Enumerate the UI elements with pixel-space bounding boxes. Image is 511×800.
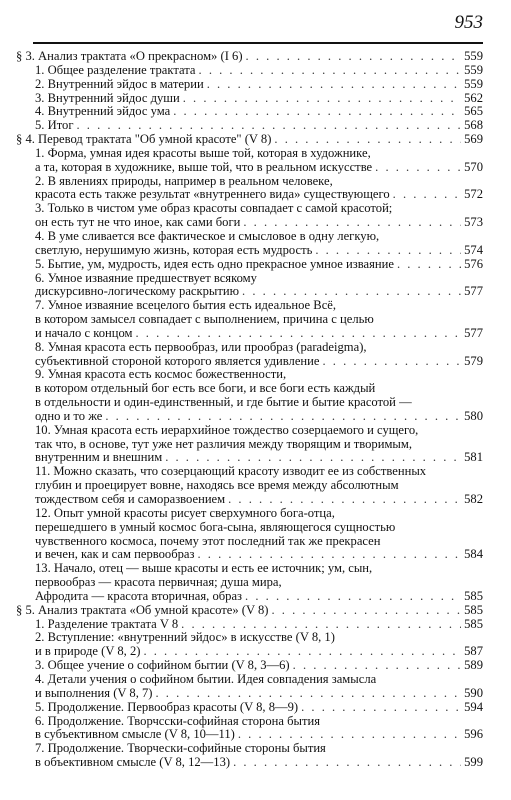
toc-leader-dots [77, 119, 462, 133]
toc-entry [16, 368, 483, 423]
toc-entry-title: 12. Опыт умной красоты рисует сверхумного бога-отца, [35, 505, 335, 520]
toc-entry [16, 701, 483, 715]
toc-section [16, 133, 483, 147]
toc-entry-title: 11. Можно сказать, что созерцающий красоту изводит ее из собственных [35, 464, 427, 479]
toc-entry-title: 5. Бытие, ум, мудрость, идея есть одно прекрасное умное изваяние [35, 256, 394, 271]
toc-leader-dots [233, 756, 461, 770]
toc-line [16, 299, 483, 313]
toc-entry-title: субъективной стороной которого является удивление [35, 353, 320, 368]
toc-leader-dots [243, 216, 461, 230]
toc-page-number: 577 [464, 284, 483, 299]
toc-page-number: 594 [464, 699, 483, 714]
toc-line [16, 355, 483, 369]
toc-entry [16, 742, 483, 770]
toc-entry-title: 2. Вступление: «внутренний эйдос» в искусстве (V 8, 1) [35, 630, 335, 645]
toc-entry [16, 105, 483, 119]
toc-line [16, 368, 483, 382]
toc-line [16, 535, 483, 549]
toc-entry-title: 7. Продолжение. Творчески-софийные стороны бытия [35, 741, 326, 756]
toc-entry-title: одно и то же [35, 408, 103, 423]
toc-entry-title: § 3. Анализ трактата «О прекрасном» (I 6) [16, 49, 243, 63]
toc-line [16, 133, 483, 147]
toc-line [16, 659, 483, 673]
toc-entry-title: § 4. Перевод трактата "Об умной красоте" (V 8) [16, 132, 272, 147]
toc-page-number: 573 [464, 215, 483, 230]
toc-line [16, 272, 483, 286]
toc-leader-dots [393, 188, 461, 202]
toc-entry-title: 2. Внутренний эйдос в материи [35, 76, 204, 91]
toc-entry-title: Афродита — красота вторичная, образ [35, 588, 243, 603]
toc-line [16, 493, 483, 507]
toc-leader-dots [165, 451, 461, 465]
toc-line [16, 382, 483, 396]
toc-entry-title: 3. Общее учение о софийном бытии (V 8, 3—6) [35, 658, 290, 673]
toc-line [16, 202, 483, 216]
toc-entry-title: чувственного космоса, почему этот последний так же прекрасен [35, 533, 381, 548]
toc-entry-title: дискурсивно-логическому раскрытию [35, 284, 240, 299]
toc-line [16, 285, 483, 299]
toc-leader-dots [228, 493, 461, 507]
toc-line [16, 410, 483, 424]
toc-leader-dots [197, 548, 461, 562]
toc-entry [16, 64, 483, 78]
toc-entry [16, 341, 483, 369]
toc-entry-title: 6. Умное изваяние предшествует всякому [35, 270, 257, 285]
toc-line [16, 451, 483, 465]
toc-line [16, 175, 483, 189]
toc-leader-dots [143, 645, 461, 659]
toc-line [16, 50, 483, 64]
toc-line [16, 230, 483, 244]
toc-entry [16, 272, 483, 300]
toc-entry-title: внутренним и внешним [35, 450, 163, 465]
toc-leader-dots [375, 161, 461, 175]
toc-entry [16, 618, 483, 632]
toc-entry-title: 9. Умная красота есть космос божественности, [35, 367, 287, 382]
toc-entry-title: 1. Общее разделение трактата [35, 62, 196, 77]
toc-entry-title: 7. Умное изваяние всецелого бытия есть идеальное Всё, [35, 298, 337, 313]
toc-line [16, 424, 483, 438]
toc-line [16, 244, 483, 258]
toc-leader-dots [293, 659, 461, 673]
toc-leader-dots [181, 618, 461, 632]
toc-page-number: 559 [464, 49, 483, 63]
toc-leader-dots [156, 687, 462, 701]
toc-page-number: 577 [464, 325, 483, 340]
toc-page-number: 589 [464, 658, 483, 673]
toc-page-number: 596 [464, 727, 483, 742]
toc-line [16, 327, 483, 341]
toc-entry [16, 424, 483, 466]
toc-line [16, 562, 483, 576]
toc-page-number: 569 [464, 132, 483, 147]
toc-page-number: 582 [464, 492, 483, 506]
toc-line [16, 119, 483, 133]
toc-entry-title: 6. Продолжение. Творчсски-софийная сторона бытия [35, 713, 321, 728]
toc-line [16, 438, 483, 452]
toc-entry-title: 1. Форма, умная идея красоты выше той, которая в художнике, [35, 145, 371, 160]
toc-line [16, 147, 483, 161]
toc-entry-title: в котором отдельный бог есть все боги, и все боги есть каждый [35, 381, 376, 396]
toc-entry-title: 4. В уме сливается все фактическое и смысловое в одну легкую, [35, 228, 380, 243]
toc-page-number: 570 [464, 159, 483, 174]
toc-entry [16, 202, 483, 230]
toc-page-number: 590 [464, 685, 483, 700]
toc-entry-title: 8. Умная красота есть первообраз, или прообраз (paradeigma), [35, 339, 367, 354]
toc-leader-dots [173, 105, 461, 119]
toc-page-number: 574 [464, 242, 483, 257]
toc-line [16, 645, 483, 659]
toc-entry-title: 4. Внутренний эйдос ума [35, 104, 171, 119]
toc-entry [16, 230, 483, 258]
toc-line [16, 687, 483, 701]
toc-entry [16, 119, 483, 133]
toc-entry [16, 465, 483, 507]
toc-entry-title: § 5. Анализ трактата «Об умной красоте» (V 8) [16, 602, 269, 617]
toc-line [16, 341, 483, 355]
toc-line [16, 64, 483, 78]
toc-leader-dots [183, 92, 461, 106]
toc-line [16, 258, 483, 272]
toc-leader-dots [245, 590, 461, 604]
toc-page-number: 587 [464, 644, 483, 659]
toc-leader-dots [323, 355, 462, 369]
toc-line [16, 216, 483, 230]
toc-entry-title: 13. Начало, отец — выше красоты и есть ее источник; ум, сын, [35, 561, 373, 576]
toc-leader-dots [207, 78, 461, 92]
toc-line [16, 161, 483, 175]
toc-entry-title: и в природе (V 8, 2) [35, 644, 141, 659]
toc-entry [16, 78, 483, 92]
toc-leader-dots [246, 50, 462, 64]
toc-line [16, 521, 483, 535]
toc-line [16, 631, 483, 645]
toc-entry-title: в объективном смысле (V 8, 12—13) [35, 755, 231, 770]
toc-entry [16, 258, 483, 272]
toc-section [16, 604, 483, 618]
toc-page-number: 580 [464, 408, 483, 423]
toc-entry [16, 659, 483, 673]
toc-entry-title: в котором замысел совпадает с выполнением, причина с целью [35, 312, 374, 327]
toc-entry-title: и вечен, как и сам первообраз [35, 547, 195, 562]
toc-line [16, 618, 483, 632]
toc-entry-title: светлую, нерушимую жизнь, которая есть мудрость [35, 242, 313, 257]
toc-leader-dots [238, 728, 461, 742]
toc-page-number: 572 [464, 187, 483, 202]
toc-line [16, 313, 483, 327]
toc-page-number: 585 [464, 602, 483, 617]
toc-entry [16, 673, 483, 701]
header-rule [33, 42, 483, 44]
toc-entry-title: глубин и проецирует вовне, находясь все время между абсолютным [35, 478, 399, 493]
toc-entry-title: так что, в основе, тут уже нет различия между творящим и творимым, [35, 436, 412, 451]
toc-leader-dots [199, 64, 462, 78]
toc-page-number: 599 [464, 755, 483, 770]
toc-entry-title: 2. В явлениях природы, например в реальном человеке, [35, 173, 333, 188]
toc-line [16, 188, 483, 202]
toc-entry-title: 5. Итог [35, 118, 74, 133]
toc-line [16, 756, 483, 770]
toc-leader-dots [397, 258, 461, 272]
toc-leader-dots [315, 244, 461, 258]
toc-line [16, 465, 483, 479]
toc-entry [16, 562, 483, 604]
toc-entry-title: 5. Продолжение. Первообраз красоты (V 8, 8—9) [35, 699, 299, 714]
toc-leader-dots [136, 327, 462, 341]
toc-entry-title: 3. Внутренний эйдос души [35, 90, 180, 105]
toc-entry-title: 3. Только в чистом уме образ красоты совпадает с самой красотой; [35, 201, 393, 216]
toc-entry-title: красота есть также результат «внутреннего вида» существующего [35, 187, 390, 202]
toc-entry-title: первообраз — красота первичная; душа мира, [35, 575, 282, 590]
toc-page-number: 585 [464, 616, 483, 631]
toc-entry-title: в субъективном смысле (V 8, 10—11) [35, 727, 235, 742]
toc-page-number: 565 [464, 104, 483, 119]
toc-line [16, 396, 483, 410]
toc-entry-title: и выполнения (V 8, 7) [35, 685, 153, 700]
toc-line [16, 507, 483, 521]
toc-section [16, 50, 483, 64]
toc-entry-title: в отдельности и один-единственный, и где бытие и бытие красотой — [35, 395, 412, 410]
toc-entry [16, 631, 483, 659]
toc-line [16, 479, 483, 493]
toc-entry-title: 4. Детали учения о софийном бытии. Идея совпадения замысла [35, 671, 377, 686]
toc-line [16, 728, 483, 742]
toc-leader-dots [242, 285, 461, 299]
toc-leader-dots [271, 604, 461, 618]
toc-entry-title: тождеством себя и саморазвоением [35, 492, 226, 506]
toc-entry [16, 175, 483, 203]
toc-page-number: 559 [464, 76, 483, 91]
toc-line [16, 78, 483, 92]
toc-page-number: 581 [464, 450, 483, 465]
toc-entry [16, 715, 483, 743]
toc-entry [16, 147, 483, 175]
toc-line [16, 715, 483, 729]
toc-line [16, 742, 483, 756]
toc-entry [16, 92, 483, 106]
toc-entry-title: перешедшего в умный космос бога-сына, являющегося сущностью [35, 519, 396, 534]
toc-line [16, 673, 483, 687]
toc-leader-dots [301, 701, 461, 715]
toc-page-number: 585 [464, 588, 483, 603]
toc-line [16, 105, 483, 119]
toc-leader-dots [105, 410, 461, 424]
toc-line [16, 548, 483, 562]
toc-line [16, 701, 483, 715]
toc-line [16, 590, 483, 604]
toc-page-number: 584 [464, 547, 483, 562]
toc-entry [16, 299, 483, 341]
toc-page-number: 562 [464, 90, 483, 105]
toc-entry-title: и начало с концом [35, 325, 133, 340]
toc-line [16, 92, 483, 106]
toc-page-number: 559 [464, 62, 483, 77]
toc-page-number: 576 [464, 256, 483, 271]
toc-entry-title: 10. Умная красота есть иерархийное тождество созерцаемого и сущего, [35, 422, 419, 437]
toc-page-number: 568 [464, 118, 483, 133]
toc-leader-dots [274, 133, 461, 147]
toc-entry-title: 1. Разделение трактата V 8 [35, 616, 179, 631]
toc-page-number: 579 [464, 353, 483, 368]
toc-entry-title: а та, которая в художнике, выше той, что в реальном искусстве [35, 159, 373, 174]
toc-line [16, 576, 483, 590]
page-number: 953 [454, 12, 483, 33]
toc-line [16, 604, 483, 618]
toc-entry [16, 507, 483, 562]
table-of-contents [16, 50, 483, 770]
toc-entry-title: он есть тут не что иное, как сами боги [35, 215, 241, 230]
